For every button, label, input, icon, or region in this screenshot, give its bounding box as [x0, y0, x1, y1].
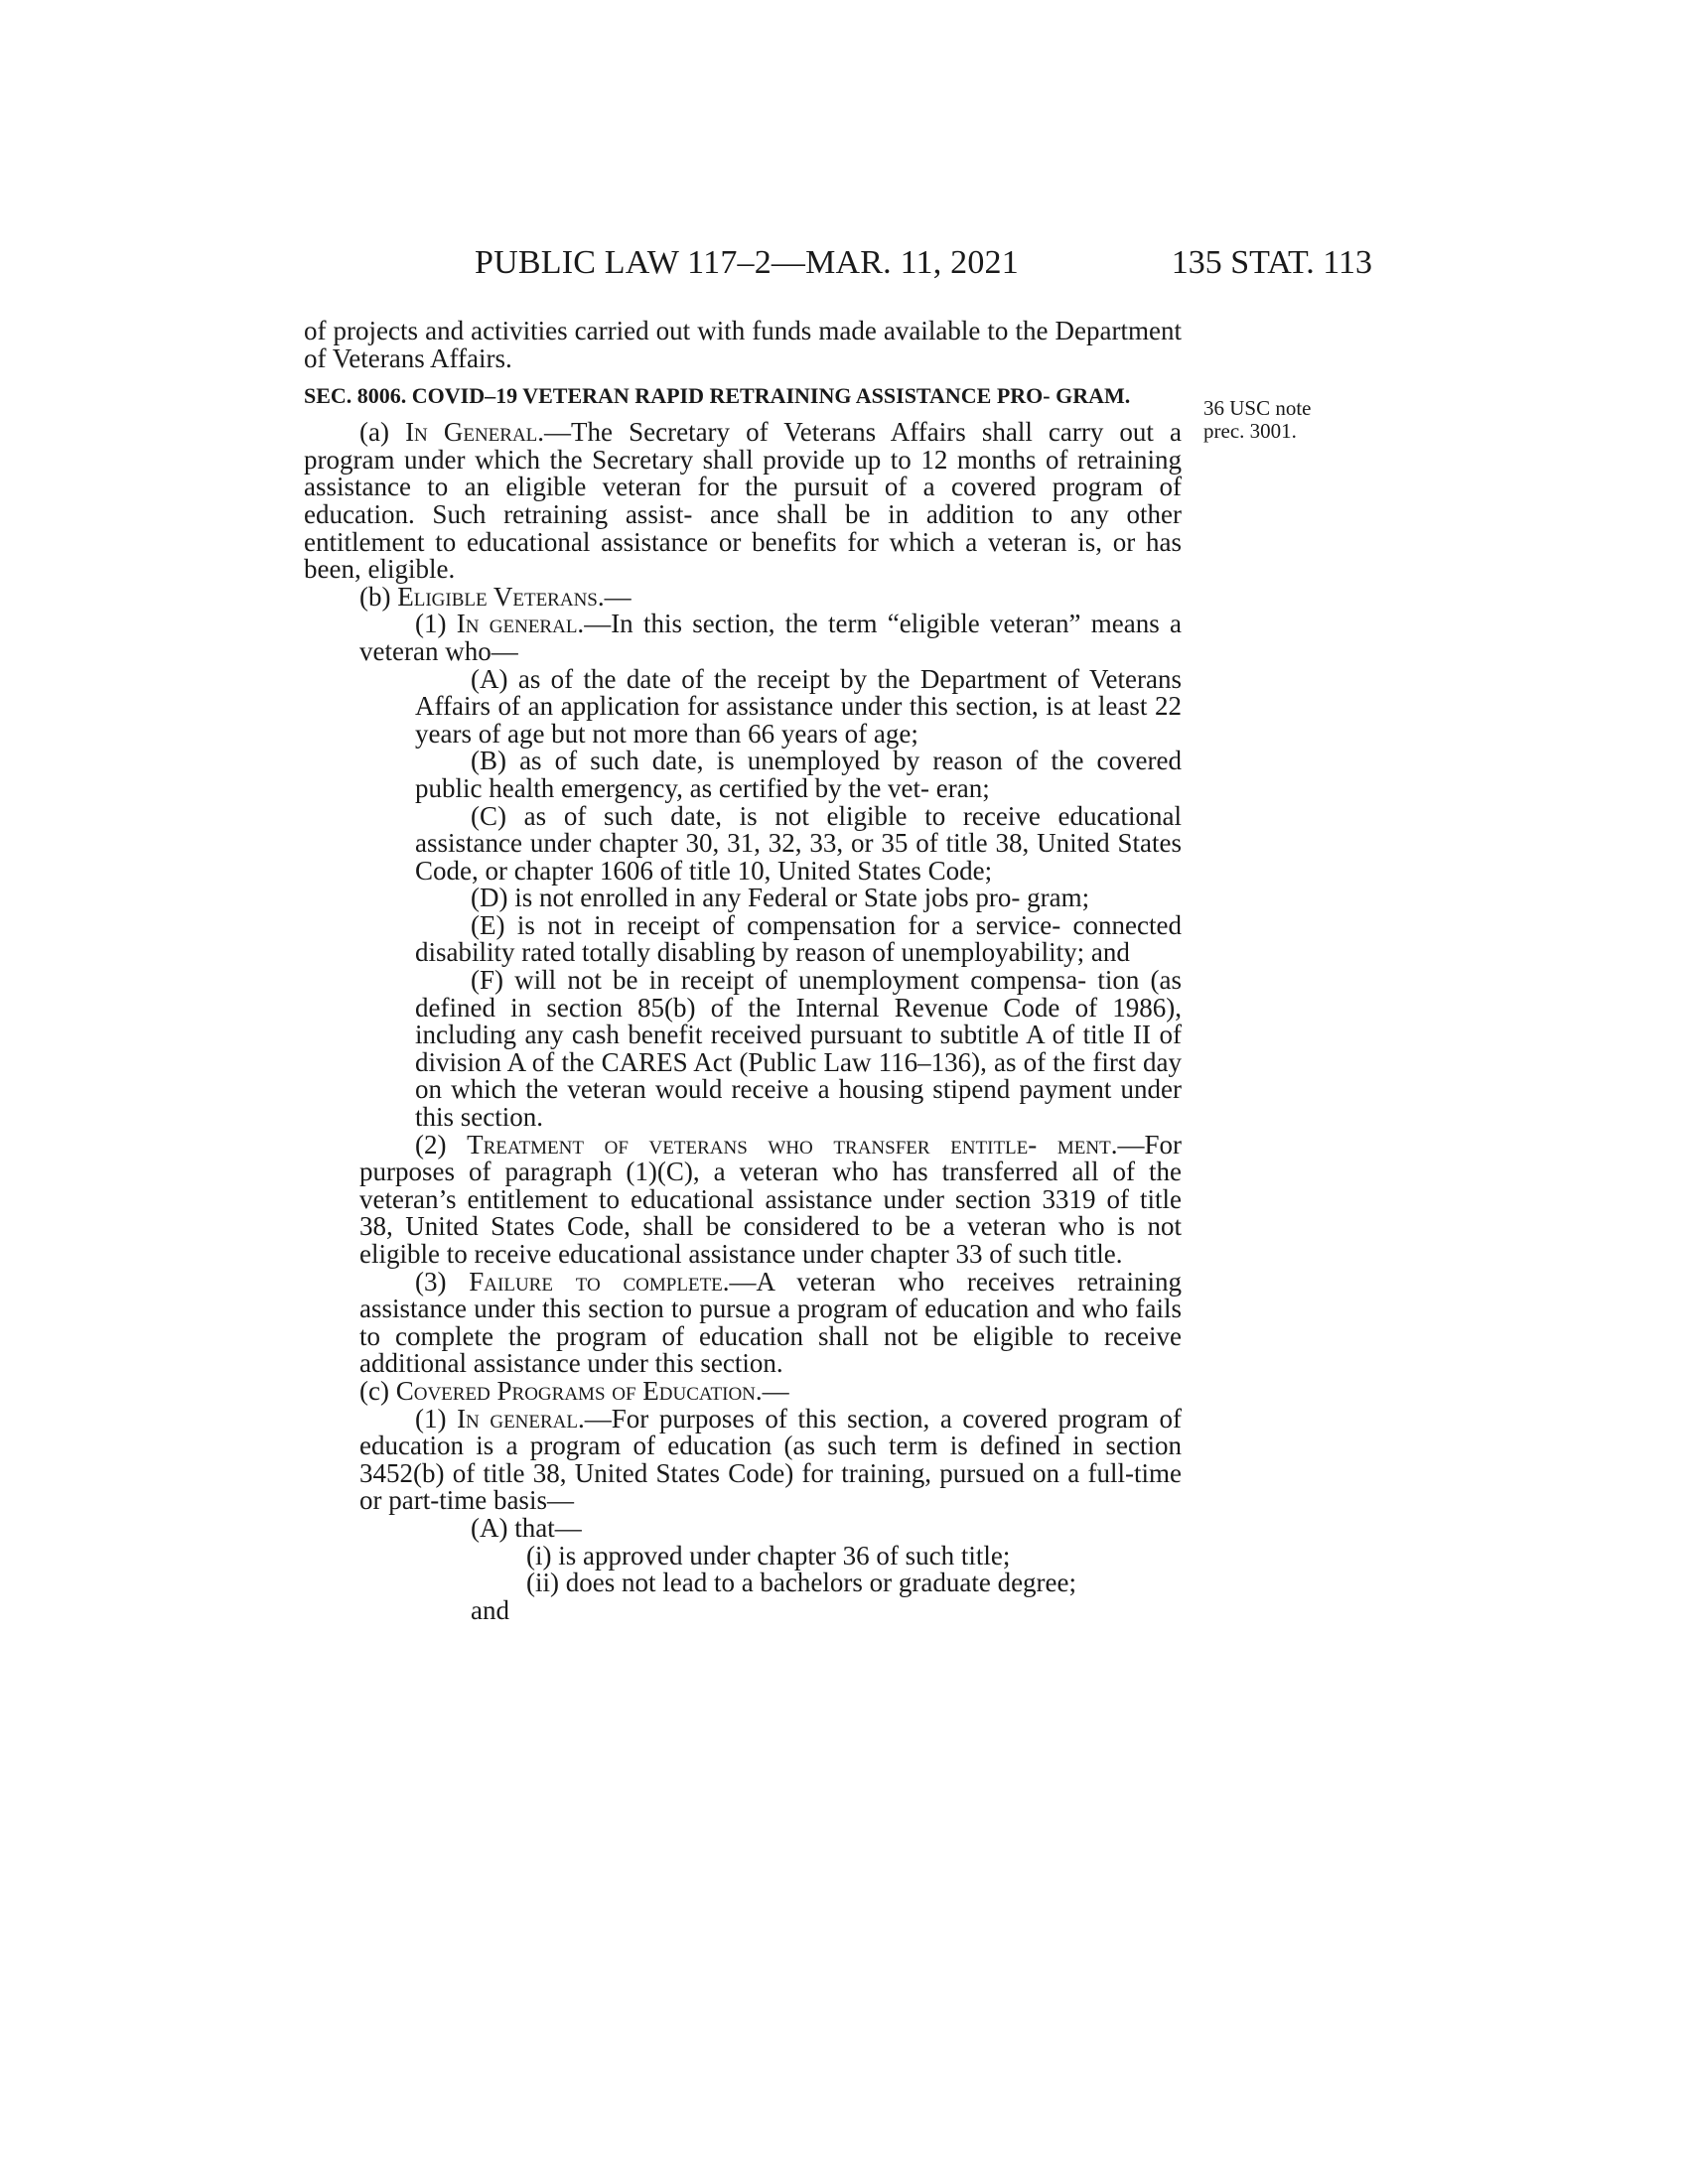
- paragraph-c1-heading: In general.: [457, 1403, 585, 1433]
- paragraph-b1: (1) In general.—In this section, the term “eligible veteran” means a veteran who—: [359, 609, 1183, 666]
- running-header-stat: 135 STAT. 113: [1171, 244, 1372, 281]
- margin-note-line1: 36 USC note: [1203, 396, 1312, 420]
- clause-b1-C: (C) as of such date, is not eligible to receive educational assistance under chapter 30, 31, 32, 33, or 35 of title 38, United States Code, or chapter 1606 of title 10, United States Code;: [415, 800, 1182, 886]
- paragraph-b3-text: —A veteran who receives retraining assistance under this section to pursue a program of education and who fails to complete the program of education shall not be eligible to receive additional assistance under this section.: [359, 1266, 1183, 1379]
- paragraph-b2: (2) Treatment of veterans who transfer entitle- ment.—For purposes of paragraph (1)(C), a veteran who has transferred all of the veteran’s entitlement to educational assistance under section 3319 of title 38, United States Code, shall be considered to be a veteran who is not eligible to receive educational assistance under chapter 33 of such title.: [359, 1129, 1182, 1269]
- paragraph-b2-heading: Treatment of veterans who transfer entitle- ment.: [467, 1129, 1118, 1160]
- subsection-b: (b) Eligible Veterans.—: [359, 581, 632, 612]
- paragraph-c1: (1) In general.—For purposes of this section, a covered program of education is a program of education (as such term is defined in section 3452(b) of title 38, United States Code) for training, pursued on a full-time or part-time basis—: [359, 1403, 1182, 1516]
- paragraph-continuation: of projects and activities carried out with funds made available to the Department of Veterans Affairs.: [304, 316, 1182, 373]
- clause-b1-B: (B) as of such date, is unemployed by reason of the covered public health emergency, as certified by the vet- eran;: [415, 746, 1182, 803]
- subsection-c: (c) Covered Programs of Education.—: [359, 1375, 789, 1406]
- subsection-a-text: —The Secretary of Veterans Affairs shall carry out a program under which the Secretary shall provide up to 12 months of retraining assistance to an eligible veteran for the pursuit of a covered program of education. Such retraining assist- ance shall be in addition to any other entitlement to educational assistance or benefits for which a veteran is, or has been, eligible.: [304, 417, 1182, 585]
- subsection-a: (a) In General.—The Secretary of Veterans Affairs shall carry out a program under which the Secretary shall provide up to 12 months of retraining assistance to an eligible veteran for the pursuit of a covered program of education. Such retraining assist- ance shall be in addition to any other entitlement to educational assistance or benefits for which a veteran is, or has been, eligible.: [304, 417, 1182, 585]
- subsection-b-heading: Eligible Veterans.: [397, 581, 605, 612]
- paragraph-b3: (3) Failure to complete.—A veteran who receives retraining assistance under this section to pursue a program of education and who fails to complete the program of education shall not be eligible to receive additional assistance under this section.: [359, 1266, 1183, 1379]
- subclause-c1-A-i: (i) is approved under chapter 36 of such title;: [526, 1540, 1011, 1570]
- clause-b1-A: (A) as of the date of the receipt by the Department of Veterans Affairs of an application for assistance under this section, is at least 22 years of age but not more than 66 years of age;: [415, 663, 1182, 749]
- clause-c1-A: (A) that—: [471, 1512, 582, 1543]
- subclause-continuation: and: [471, 1594, 509, 1625]
- running-header-title: PUBLIC LAW 117–2—MAR. 11, 2021: [475, 244, 1019, 281]
- clause-b1-D: (D) is not enrolled in any Federal or State jobs pro- gram;: [471, 883, 1090, 913]
- subsection-a-heading: In General.: [405, 417, 545, 448]
- paragraph-b1-heading: In general.: [456, 609, 585, 639]
- subsection-c-heading: Covered Programs of Education.: [395, 1375, 763, 1406]
- paragraph-c1-text: —For purposes of this section, a covered program of education is a program of education (as such term is defined in section 3452(b) of title 38, United States Code) for training, pursued on a full-time or part-time basis—: [359, 1403, 1182, 1516]
- margin-note-line2: prec. 3001.: [1203, 419, 1297, 443]
- paragraph-b3-heading: Failure to complete.: [469, 1266, 730, 1297]
- paragraph-b1-text: —In this section, the term “eligible veteran” means a veteran who—: [359, 609, 1183, 666]
- margin-note: [1203, 397, 1362, 443]
- section-heading: SEC. 8006. COVID–19 VETERAN RAPID RETRAINING ASSISTANCE PRO- GRAM.: [304, 383, 1131, 409]
- clause-b1-F: (F) will not be in receipt of unemployment compensa- tion (as defined in section 85(b) of the Internal Revenue Code of 1986), including any cash benefit received pursuant to subtitle A of title II of division A of the CARES Act (Public Law 116–136), as of the first day on which the veteran would receive a housing stipend payment under this section.: [415, 965, 1182, 1133]
- paragraph-b2-text: —For purposes of paragraph (1)(C), a veteran who has transferred all of the veteran’s entitlement to educational assistance under section 3319 of title 38, United States Code, shall be considered to be a veteran who is not eligible to receive educational assistance under chapter 33 of such title.: [359, 1129, 1182, 1269]
- document-body: [304, 318, 1182, 1624]
- clause-b1-E: (E) is not in receipt of compensation for a service- connected disability rated totally disabling by reason of unemployability; and: [415, 909, 1182, 968]
- subclause-c1-A-ii: (ii) does not lead to a bachelors or graduate degree;: [526, 1568, 1077, 1598]
